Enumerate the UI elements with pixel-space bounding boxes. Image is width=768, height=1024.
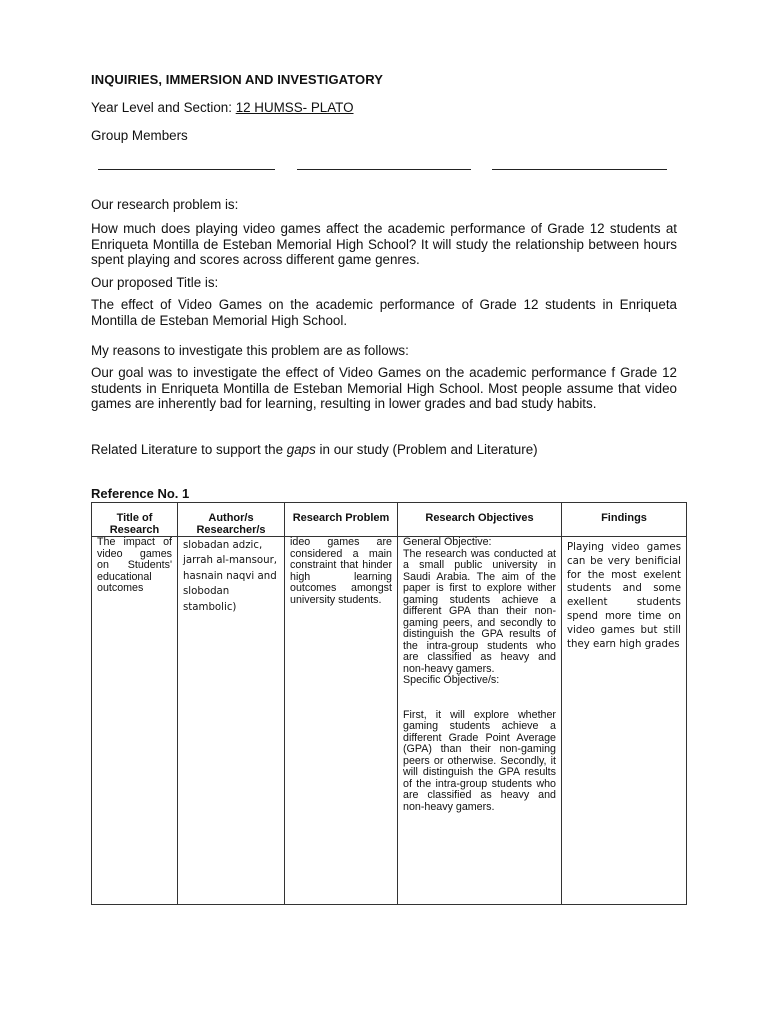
cell-authors: slobadan adzic, jarrah al-mansour, hasnain naqvi and slobodan stambolic)	[178, 537, 285, 905]
proposed-title-label: Our proposed Title is:	[91, 275, 219, 290]
member-blank-1	[98, 169, 275, 170]
cell-title-of-research: The impact of video games on Students' educational outcomes	[92, 537, 178, 905]
member-blank-2	[297, 169, 471, 170]
group-members-label: Group Members	[91, 128, 188, 143]
header-authors: Author/s Researcher/s	[178, 503, 285, 537]
related-after: in our study (Problem and Literature)	[315, 442, 538, 457]
related-literature-line	[91, 442, 677, 458]
reference-table-header-row	[92, 503, 687, 537]
year-level-line	[91, 100, 354, 115]
reference-table-row	[92, 537, 687, 905]
research-problem-text: How much does playing video games affect the academic performance of Grade 12 students at Enriqueta Montilla de Esteban Memorial High School? It will study the relationship between hours spent playing and scores across different game genres.	[91, 221, 677, 268]
reference-label: Reference No. 1	[91, 486, 190, 501]
specific-objective-text: First, it will explore whether gaming students achieve a different Grade Point Average (GPA) than their non-gaming peers or otherwise. Secondly, it will distinguish the GPA results of the intra-group students who are classified as heavy and non-heavy gamers.	[403, 708, 556, 813]
document-title: INQUIRIES, IMMERSION AND INVESTIGATORY	[91, 72, 383, 87]
reference-table	[91, 502, 687, 905]
reasons-text: Our goal was to investigate the effect of Video Games on the academic performance f Grade 12 students in Enriqueta Montilla de Esteban Memorial High School. Most people assume that video games are inherently bad for learning, resulting in lower grades and bad study habits.	[91, 365, 677, 412]
year-level-label: Year Level and Section:	[91, 100, 236, 115]
year-level-value: 12 HUMSS- PLATO	[235, 100, 354, 115]
header-title-of-research: Title of Research	[92, 503, 178, 537]
group-member-blanks	[98, 157, 678, 171]
header-research-problem: Research Problem	[285, 503, 398, 537]
cell-findings: Playing video games can be very benificial for the most exelent students and some exellent students spend more time on video games but still they earn high grades	[562, 537, 687, 905]
header-findings: Findings	[562, 503, 687, 537]
header-research-objectives: Research Objectives	[398, 503, 562, 537]
research-problem-label: Our research problem is:	[91, 197, 239, 212]
cell-research-problem: ideo games are considered a main constraint that hinder high learning outcomes amongst university students.	[285, 537, 398, 905]
related-italic-word: gaps	[286, 442, 316, 457]
cell-research-objectives	[398, 537, 562, 905]
specific-objective-label: Specific Objective/s:	[403, 674, 500, 686]
member-blank-3	[492, 169, 667, 170]
proposed-title-text: The effect of Video Games on the academic performance of Grade 12 students in Enriqueta Montilla de Esteban Memorial High School.	[91, 297, 677, 328]
general-objective-label: General Objective:	[403, 536, 492, 548]
reasons-label: My reasons to investigate this problem are as follows:	[91, 343, 409, 358]
related-before: Related Literature to support the	[91, 442, 287, 457]
general-objective-text: The research was conducted at a small public university in Saudi Arabia. The aim of the paper is first to explore wither gaming students achieve a different GPA than their non-gaming peers, and secondly to distinguish the GPA results of the intra-group students who are classified as heavy and non-heavy gamers.	[403, 547, 556, 675]
